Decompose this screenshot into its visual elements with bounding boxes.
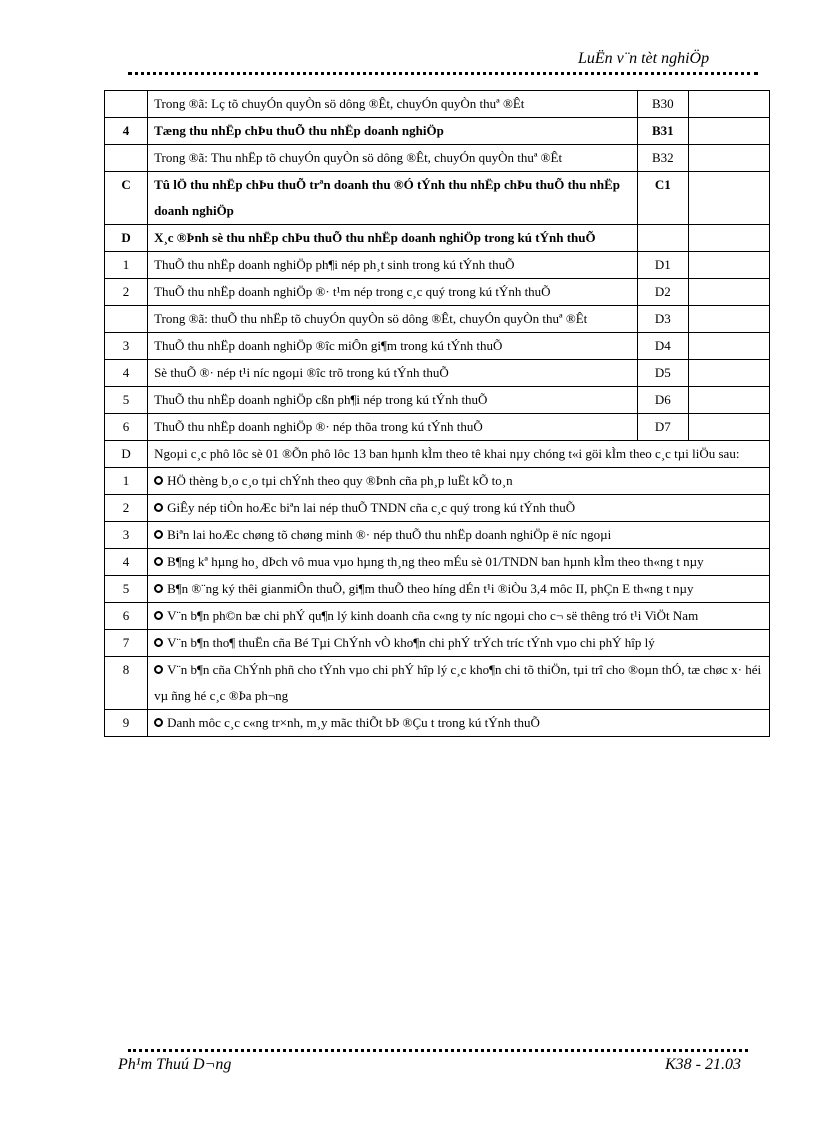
attachment-item <box>148 657 770 710</box>
row-number: 1 <box>105 252 148 279</box>
row-number: 6 <box>105 603 148 630</box>
row-code: C1 <box>637 172 688 225</box>
table-row <box>105 306 770 333</box>
table-row <box>105 360 770 387</box>
tax-declaration-table <box>104 90 770 737</box>
row-value <box>688 145 769 172</box>
bullet-circle-icon <box>154 530 163 539</box>
row-value <box>688 252 769 279</box>
table-row <box>105 710 770 737</box>
row-number: 2 <box>105 279 148 306</box>
row-number: 4 <box>105 118 148 145</box>
attachment-item <box>148 468 770 495</box>
table-row <box>105 657 770 710</box>
attachment-item <box>148 630 770 657</box>
row-code: D4 <box>637 333 688 360</box>
row-number <box>105 306 148 333</box>
header-divider <box>128 72 758 75</box>
row-code: B31 <box>637 118 688 145</box>
row-value <box>688 279 769 306</box>
row-value <box>688 225 769 252</box>
row-value <box>688 333 769 360</box>
row-number: 7 <box>105 630 148 657</box>
row-description: Sè thuÕ ®· nép t¹i níc ngoµi ®îc trõ trong kú tÝnh thuÕ <box>148 360 638 387</box>
table-row <box>105 279 770 306</box>
row-code: D2 <box>637 279 688 306</box>
table-row <box>105 333 770 360</box>
row-description: ThuÕ thu nhËp doanh nghiÖp cßn ph¶i nép trong kú tÝnh thuÕ <box>148 387 638 414</box>
table-row <box>105 91 770 118</box>
row-value <box>688 91 769 118</box>
bullet-circle-icon <box>154 611 163 620</box>
header-title: LuËn v¨n tèt nghiÖp <box>578 50 710 67</box>
row-code <box>637 225 688 252</box>
table-row <box>105 145 770 172</box>
row-value <box>688 387 769 414</box>
bullet-circle-icon <box>154 584 163 593</box>
bullet-circle-icon <box>154 638 163 647</box>
attachment-text: Biªn lai hoÆc chøng tõ chøng minh ®· nép thuÕ thu nhËp doanh nghiÖp ë níc ngoµi <box>167 527 612 542</box>
table-row <box>105 387 770 414</box>
row-number: 2 <box>105 495 148 522</box>
footer-divider <box>128 1049 748 1052</box>
row-value <box>688 306 769 333</box>
row-code: D1 <box>637 252 688 279</box>
row-code: B30 <box>637 91 688 118</box>
attachment-text: HÖ thèng b¸o c¸o tµi chÝnh theo quy ®Þnh cña ph¸p luËt kÕ to¸n <box>167 473 513 488</box>
table-row <box>105 252 770 279</box>
row-code: B32 <box>637 145 688 172</box>
attachment-item <box>148 522 770 549</box>
row-code: D5 <box>637 360 688 387</box>
footer-author: Ph¹m Thuú D¬ng <box>118 1056 232 1073</box>
row-value <box>688 118 769 145</box>
table-row <box>105 468 770 495</box>
attachment-item <box>148 549 770 576</box>
row-number: 3 <box>105 522 148 549</box>
row-code: D3 <box>637 306 688 333</box>
row-description: Tæng thu nhËp chÞu thuÕ thu nhËp doanh nghiÖp <box>148 118 638 145</box>
attachment-item <box>148 495 770 522</box>
attachment-text: V¨n b¶n tho¶ thuËn cña Bé Tµi ChÝnh vÒ kho¶n chi phÝ trÝch tríc tÝnh vµo chi phÝ hîp lý <box>167 635 655 650</box>
row-number: 5 <box>105 576 148 603</box>
attachment-text: GiÊy nép tiÒn hoÆc biªn lai nép thuÕ TNDN cña c¸c quý trong kú tÝnh thuÕ <box>167 500 576 515</box>
table-row <box>105 441 770 468</box>
attachment-item <box>148 603 770 630</box>
row-number: D <box>105 441 148 468</box>
attachment-item <box>148 710 770 737</box>
attachment-text: B¶n ®¨ng ký thêi gianmiÔn thuÕ, gi¶m thuÕ theo híng dÉn t¹i ®iÒu 3,4 môc II, phÇn E th«ng t nµy <box>167 581 694 596</box>
table-row <box>105 118 770 145</box>
row-number: 4 <box>105 549 148 576</box>
row-description: Trong ®ã: thuÕ thu nhËp tõ chuyÓn quyÒn sö dông ®Êt, chuyÓn quyÒn thuª ®Êt <box>148 306 638 333</box>
bullet-circle-icon <box>154 476 163 485</box>
table-row <box>105 603 770 630</box>
row-value <box>688 360 769 387</box>
row-value <box>688 414 769 441</box>
bullet-circle-icon <box>154 718 163 727</box>
row-description: ThuÕ thu nhËp doanh nghiÖp ®· nép thõa trong kú tÝnh thuÕ <box>148 414 638 441</box>
table-row <box>105 172 770 225</box>
row-description: ThuÕ thu nhËp doanh nghiÖp ®îc miÔn gi¶m trong kú tÝnh thuÕ <box>148 333 638 360</box>
table-row <box>105 225 770 252</box>
bullet-circle-icon <box>154 665 163 674</box>
row-value <box>688 172 769 225</box>
row-number <box>105 145 148 172</box>
row-description: Trong ®ã: Lç tõ chuyÓn quyÒn sö dông ®Êt, chuyÓn quyÒn thuª ®Êt <box>148 91 638 118</box>
row-description: X¸c ®Þnh sè thu nhËp chÞu thuÕ thu nhËp doanh nghiÖp trong kú tÝnh thuÕ <box>148 225 638 252</box>
row-number <box>105 91 148 118</box>
bullet-circle-icon <box>154 503 163 512</box>
footer-class-code: K38 - 21.03 <box>665 1056 741 1073</box>
attachment-text: V¨n b¶n cña ChÝnh phñ cho tÝnh vµo chi phÝ hîp lý c¸c kho¶n chi tõ thiÖn, tµi trî cho ®oµn thÓ, tæ chøc x· héi vµ ñng hé c¸c ®Þa ph¬ng <box>154 662 762 703</box>
attachment-text: Danh môc c¸c c«ng tr×nh, m¸y mãc thiÕt bÞ ®Çu t trong kú tÝnh thuÕ <box>167 715 540 730</box>
row-number: 6 <box>105 414 148 441</box>
table-row <box>105 495 770 522</box>
row-description: ThuÕ thu nhËp doanh nghiÖp ®· t¹m nép trong c¸c quý trong kú tÝnh thuÕ <box>148 279 638 306</box>
table-row <box>105 522 770 549</box>
row-number: C <box>105 172 148 225</box>
row-code: D7 <box>637 414 688 441</box>
row-description: Trong ®ã: Thu nhËp tõ chuyÓn quyÒn sö dông ®Êt, chuyÓn quyÒn thuª ®Êt <box>148 145 638 172</box>
row-number: 8 <box>105 657 148 710</box>
row-number: 4 <box>105 360 148 387</box>
row-description: Tû lÖ thu nhËp chÞu thuÕ trªn doanh thu ®Ó tÝnh thu nhËp chÞu thuÕ thu nhËp doanh nghiÖp <box>148 172 638 225</box>
table-row <box>105 630 770 657</box>
row-number: 5 <box>105 387 148 414</box>
row-number: D <box>105 225 148 252</box>
bullet-circle-icon <box>154 557 163 566</box>
attachment-item <box>148 576 770 603</box>
attachment-text: B¶ng kª hµng ho¸ dÞch vô mua vµo hµng th¸ng theo mÉu sè 01/TNDN ban hµnh kÌm theo th«ng t nµy <box>167 554 704 569</box>
row-description: ThuÕ thu nhËp doanh nghiÖp ph¶i nép ph¸t sinh trong kú tÝnh thuÕ <box>148 252 638 279</box>
row-number: 3 <box>105 333 148 360</box>
row-number: 1 <box>105 468 148 495</box>
row-number: 9 <box>105 710 148 737</box>
attachment-text: V¨n b¶n ph©n bæ chi phÝ qu¶n lý kinh doanh cña c«ng ty níc ngoµi cho c¬ së thêng tró t¹i ViÖt Nam <box>167 608 699 623</box>
table-row <box>105 576 770 603</box>
row-code: D6 <box>637 387 688 414</box>
row-description: Ngoµi c¸c phô lôc sè 01 ®Õn phô lôc 13 ban hµnh kÌm theo tê khai nµy chóng t«i göi kÌm theo c¸c tµi liÖu sau: <box>148 441 770 468</box>
table-row <box>105 549 770 576</box>
table-row <box>105 414 770 441</box>
